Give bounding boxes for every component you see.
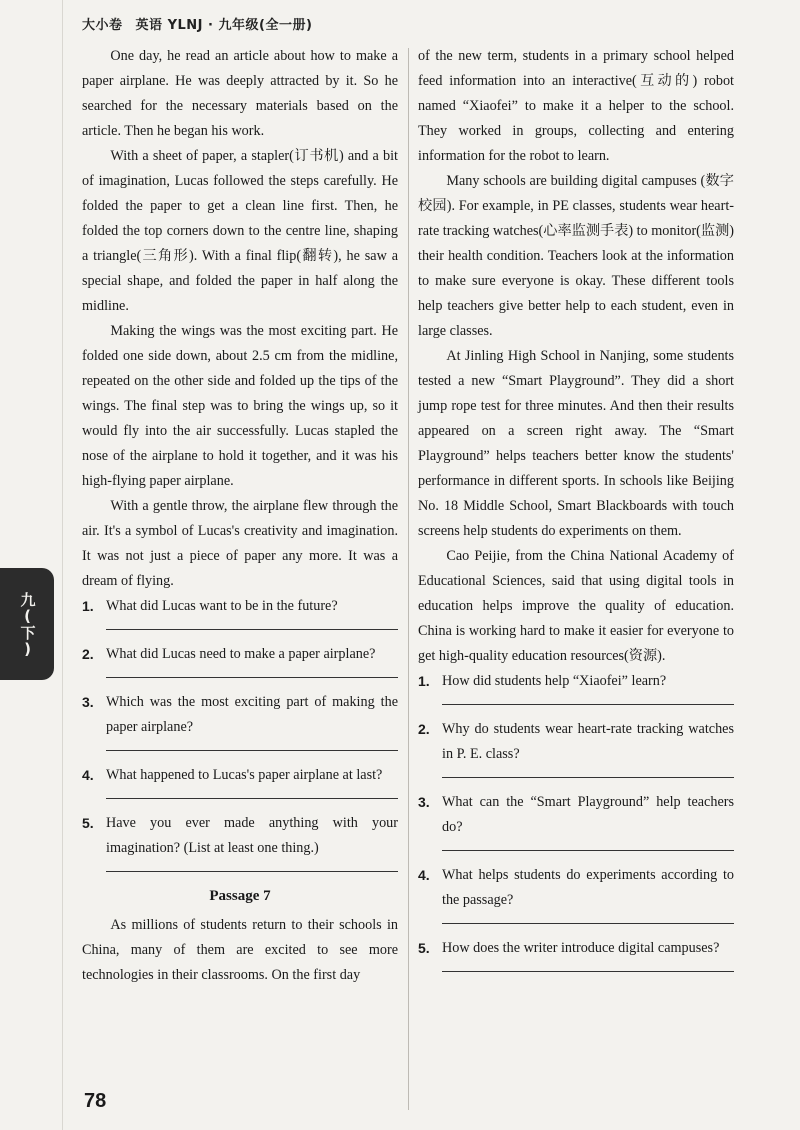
question-item [418,717,734,767]
question-text: Why do students wear heart-rate tracking watches in P. E. class? [442,721,734,762]
question-text: What can the “Smart Playground” help teachers do? [442,794,734,835]
answer-line[interactable] [106,750,398,751]
question-item [82,763,398,788]
paragraph: At Jinling High School in Nanjing, some students tested a new “Smart Playground”. They did a short jump rope test for three minutes. And then their results appeared on a screen right away. The “Smart Playground” helps teachers better know the students' performance in different sports. In schools like Beijing No. 18 Middle School, Smart Blackboards with touch screens help students do experiments on them. [418,348,734,539]
question-number: 5. [82,815,94,831]
question-number: 5. [418,940,430,956]
grade-side-tab [0,568,54,680]
header-series: 大小卷 [82,18,123,33]
paragraph: One day, he read an article about how to make a paper airplane. He was deeply attracted by it. So he searched for the necessary materials based on the article. Then he began his work. [82,48,398,139]
question-number: 3. [82,694,94,710]
page-number: 78 [84,1090,107,1112]
paragraph: Making the wings was the most exciting part. He folded one side down, about 2.5 cm from the midline, repeated on the other side and folded up the tips of the wings. The final step was to bring the wings up, so it would fly into the air successfully. Lucas stapled the nose of the airplane to hold it together, and it was his high-flying paper airplane. [82,323,398,489]
left-column [82,44,398,988]
answer-line[interactable] [442,850,734,851]
paragraph: With a sheet of paper, a stapler(订书机) and a bit of imagination, Lucas followed the steps carefully. He folded the paper to get a clean line first. Then, he folded the top corners down to the centre line, shaping a triangle(三角形). With a final flip(翻转), he saw a special shape, and folded the paper in half along the midline. [82,148,398,314]
passage-title: Passage 7 [209,888,271,904]
paragraph: of the new term, students in a primary school helped feed information into an interactive(互动的) robot named “Xiaofei” to make it a helper to the school. They worked in groups, collecting and entering information for the robot to learn. [418,48,734,164]
question-number: 2. [418,721,430,737]
header-subject: 英语 YLNJ [135,18,203,33]
question-text: What did Lucas need to make a paper airplane? [106,646,376,662]
question-text: What happened to Lucas's paper airplane at last? [106,767,383,783]
column-divider [408,48,409,1110]
question-number: 2. [82,646,94,662]
question-number: 1. [82,598,94,614]
question-text: Which was the most exciting part of making the paper airplane? [106,694,398,735]
question-text: Have you ever made anything with your imagination? (List at least one thing.) [106,815,398,856]
answer-line[interactable] [106,677,398,678]
question-text: How does the writer introduce digital campuses? [442,940,720,956]
question-item [82,690,398,740]
question-text: What did Lucas want to be in the future? [106,598,338,614]
question-number: 4. [418,867,430,883]
question-number: 1. [418,673,430,689]
question-number: 4. [82,767,94,783]
page-header: 大小卷 英语 YLNJ · 九年级(全一册) [82,18,313,33]
answer-line[interactable] [442,971,734,972]
right-column [418,44,734,984]
question-item [418,669,734,694]
question-text: How did students help “Xiaofei” learn? [442,673,667,689]
answer-line[interactable] [106,871,398,872]
question-item [418,790,734,840]
paragraph: As millions of students return to their schools in China, many of them are excited to see more technologies in their classrooms. On the first day [82,917,398,983]
side-tab-label: 九(下) [18,592,37,658]
question-text: What helps students do experiments according to the passage? [442,867,734,908]
header-grade: 九年级(全一册) [218,18,313,33]
question-item [82,642,398,667]
answer-line[interactable] [106,798,398,799]
answer-line[interactable] [106,629,398,630]
answer-line[interactable] [442,923,734,924]
question-item [82,811,398,861]
paragraph: With a gentle throw, the airplane flew through the air. It's a symbol of Lucas's creativity and imagination. It was not just a piece of paper any more. It was a dream of flying. [82,498,398,589]
question-number: 3. [418,794,430,810]
page-edge [62,0,63,1130]
answer-line[interactable] [442,777,734,778]
question-item [418,863,734,913]
question-item [418,936,734,961]
question-item [82,594,398,619]
paragraph: Cao Peijie, from the China National Academy of Educational Sciences, said that using digital tools in education helps improve the quality of education. China is working hard to make it easier for everyone to get high-quality education resources(资源). [418,548,734,664]
paragraph: Many schools are building digital campuses (数字校园). For example, in PE classes, students wear heart-rate tracking watches(心率监测手表) to monitor(监测) their health condition. Teachers look at the information to make sure everyone is okay. These different tools help teachers give better help to each student, even in large classes. [418,173,734,339]
answer-line[interactable] [442,704,734,705]
